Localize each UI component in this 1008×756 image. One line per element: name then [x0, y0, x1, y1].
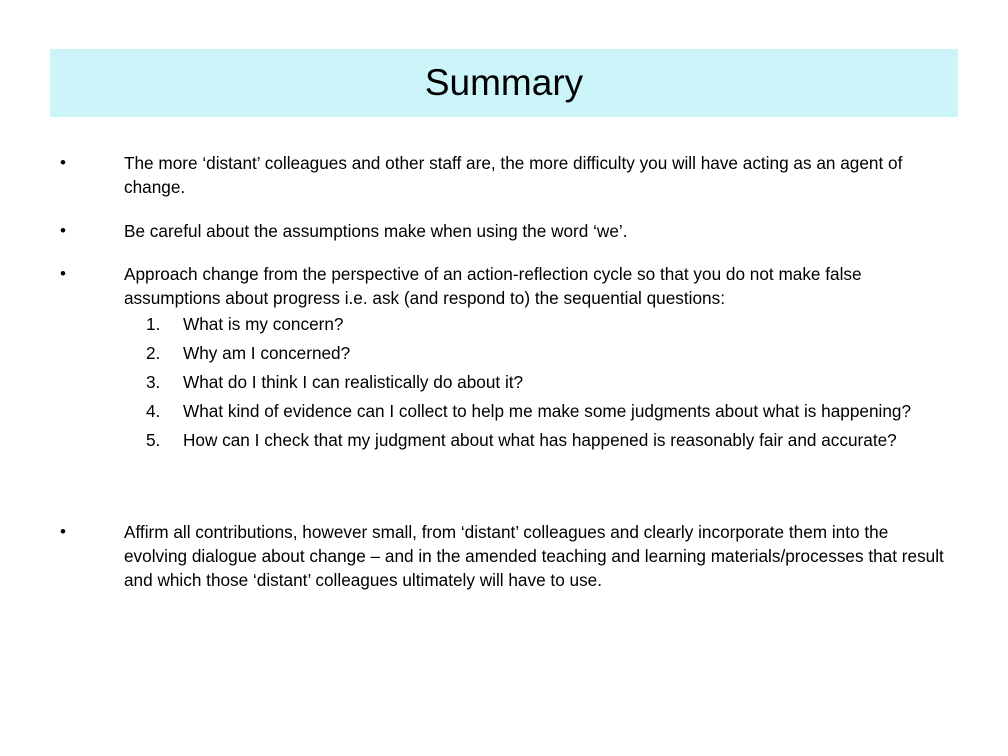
question-text: What is my concern?	[183, 314, 344, 334]
question-text: Why am I concerned?	[183, 343, 351, 363]
question-item-1	[124, 312, 944, 336]
bullet-text: Affirm all contributions, however small, from ‘distant’ colleagues and clearly incorporate them into the evolving dialogue about change – and in the amended teaching and learning materials/processes that result and which those ‘distant’ colleagues ultimately will have to use.	[124, 522, 944, 590]
question-text: What kind of evidence can I collect to help me make some judgments about what is happening?	[183, 401, 912, 421]
question-item-5	[124, 428, 944, 452]
question-number: 2.	[146, 343, 161, 363]
question-text: How can I check that my judgment about what has happened is reasonably fair and accurate?	[183, 430, 897, 450]
bullet-marker: •	[60, 264, 66, 283]
bullet-text: Be careful about the assumptions make when using the word ‘we’.	[124, 221, 628, 241]
bullet-text: The more ‘distant’ colleagues and other staff are, the more difficulty you will have acting as an agent of change.	[124, 153, 903, 197]
question-number: 5.	[146, 430, 161, 450]
slide-title: Summary	[424, 61, 584, 103]
question-item-4	[124, 399, 944, 423]
bullet-marker: •	[60, 522, 66, 541]
bullet-marker: •	[60, 221, 66, 240]
question-number: 4.	[146, 401, 161, 421]
question-item-2	[124, 341, 944, 365]
question-item-3	[124, 370, 944, 394]
question-text: What do I think I can realistically do about it?	[183, 372, 524, 392]
bullet-marker: •	[60, 153, 66, 172]
question-number: 1.	[146, 314, 161, 334]
question-number: 3.	[146, 372, 161, 392]
bullet-text-with-questions	[124, 262, 944, 457]
question-list	[124, 312, 944, 452]
bullet-text: Approach change from the perspective of an action-reflection cycle so that you do not make false assumptions about progress i.e. ask (and respond to) the sequential questions:	[124, 264, 862, 308]
